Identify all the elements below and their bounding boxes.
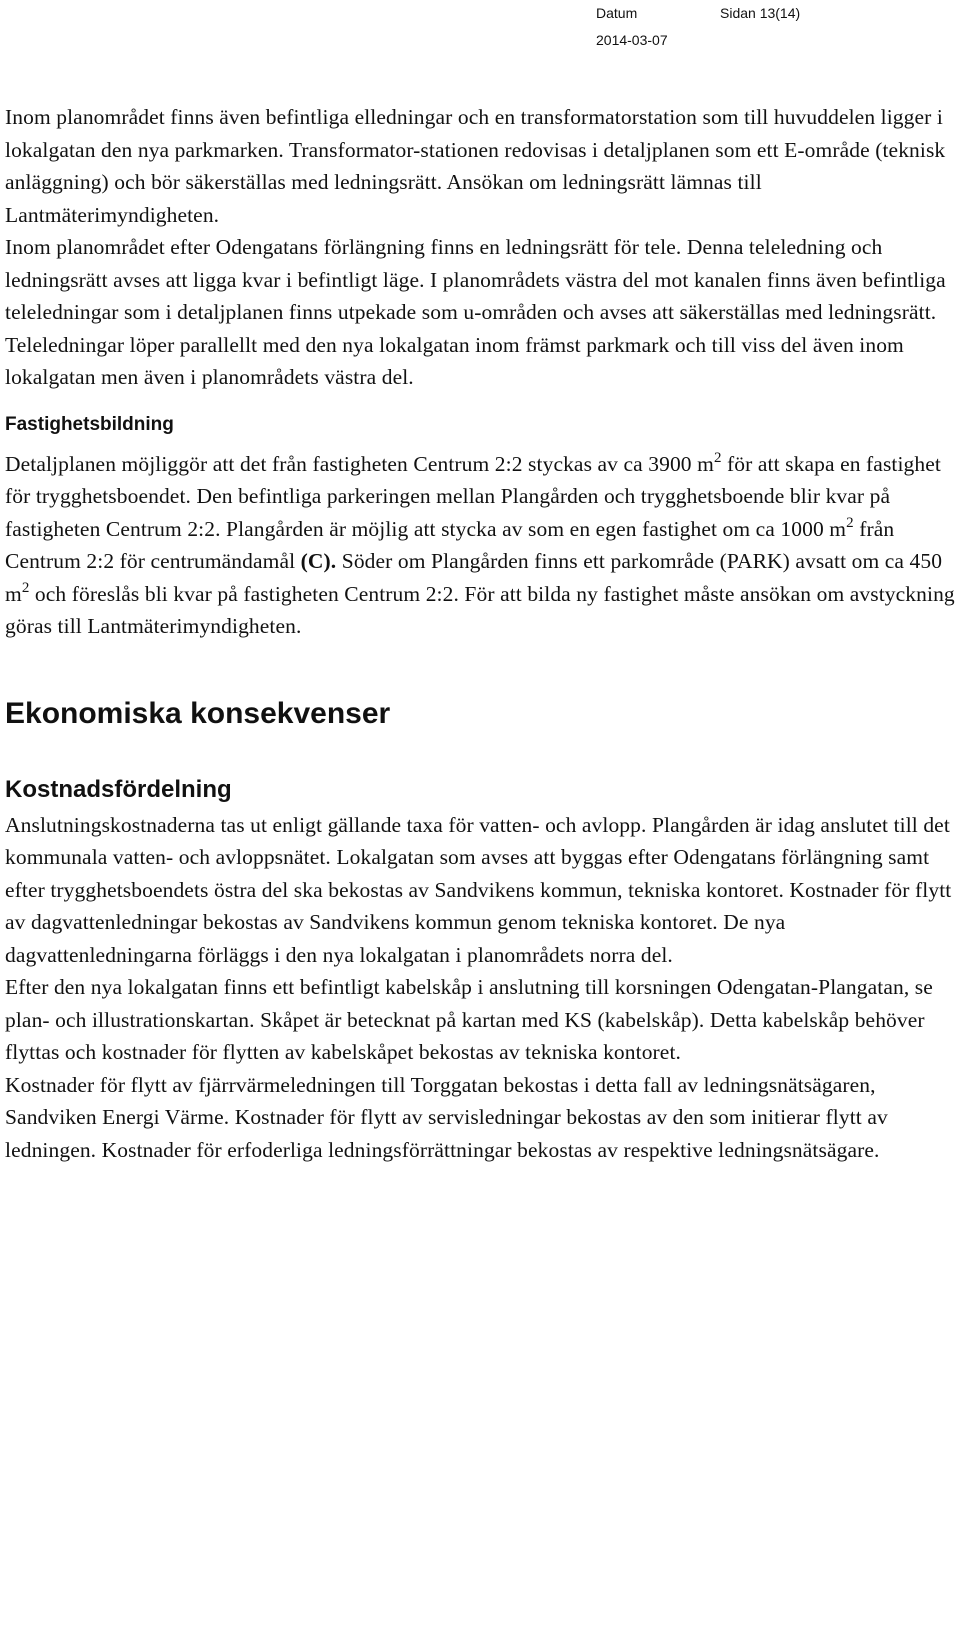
page-header (596, 0, 876, 54)
heading-fastighetsbildning: Fastighetsbildning (5, 413, 174, 435)
text-run: från Centrum 2:2 för centrumändamål (5, 516, 895, 573)
paragraph-fastighetsbildning (5, 448, 955, 643)
text-run: Söder om Plangården finns ett parkområde (PARK) avsatt om ca 450 m (5, 549, 943, 606)
heading-kostnadsfordelning: Kostnadsfördelning (5, 775, 232, 803)
paragraph-kabelskap: Efter den nya lokalgatan finns ett befintligt kabelskåp i anslutning till korsningen Odengatan-Plangatan, se plan- och illustrationskartan. Skåpet är betecknat på kartan med KS (kabelskåp). Detta kabelskåp behöver flyttas och kostnader för flytten av kabelskåpet bekostas av tekniska kontoret. (5, 975, 933, 1064)
date-value: 2014-03-07 (596, 32, 668, 48)
superscript-2: 2 (21, 579, 30, 596)
text-run: Detaljplanen möjliggör att det från fastigheten Centrum 2:2 styckas av ca 3900 m (5, 451, 714, 476)
paragraph-anslutning: Anslutningskostnaderna tas ut enligt gällande taxa för vatten- och avlopp. Plangården är idag anslutet till det kommunala vatten- och avloppsnätet. Lokalgatan som avses att byggas efter Odengatans förlängning samt efter trygghetsboendets östra del ska bekostas av Sandvikens kommun, tekniska kontoret. Kostnader för flytt av dagvattenledningar bekostas av Sandvikens kommun genom tekniska kontoret. De nya dagvattenledningarna förläggs i den nya lokalgatan i planområdets norra del. (5, 812, 952, 967)
superscript-2: 2 (713, 449, 722, 466)
date-label: Datum (596, 5, 638, 21)
paragraph-tele: Inom planområdet efter Odengatans förlängning finns en ledningsrätt för tele. Denna teleledning och ledningsrätt avses att ligga kvar i befintligt läge. I planområdets västra del mot kanalen finns även befintliga teleledningar som i detaljplanen finns utpekade som u-områden och avses att säkerställas med ledningsrätt. Teleledningar löper parallellt med den nya lokalgatan inom främst parkmark och till viss del även inom lokalgatan men även i planområdets västra del. (5, 235, 946, 389)
header-row (596, 0, 876, 27)
page-number: Sidan 13(14) (720, 5, 801, 21)
heading-ekonomiska-konsekvenser: Ekonomiska konsekvenser (5, 696, 391, 730)
paragraph-fjarrvarme: Kostnader för flytt av fjärrvärmeledningen till Torggatan bekostas i detta fall av ledningsnätsägaren, Sandviken Energi Värme. Kostnader för flytt av servisledningar bekostas av den som initierar flytt av ledningen. Kostnader för erfoderliga ledningsförrättningar bekostas av respektive ledningsnätsägare. (5, 1072, 888, 1162)
text-run: för att skapa en fastighet för trygghetsboendet. Den befintliga parkeringen mellan Plangården och trygghetsboende blir kvar på fastigheten Centrum 2:2. Plangården är möjlig att stycka av som en egen fastighet om ca 1000 m (5, 451, 941, 541)
paragraph-elledningar: Inom planområdet finns även befintliga elledningar och en transformatorstation som till huvuddelen ligger i lokalgatan den nya parkmarken. Transformator-stationen redovisas i detaljplanen som ett E-område (teknisk anläggning) och bör säkerställas med ledningsrätt. Ansökan om ledningsrätt lämnas till Lantmäterimyndigheten. (5, 105, 946, 227)
document-body (5, 101, 955, 1166)
text-run: och föreslås bli kvar på fastigheten Centrum 2:2. För att bilda ny fastighet måste ansökan om avstyckning göras till Lantmäterimyndigheten. (5, 581, 955, 638)
header-row-date (596, 27, 876, 54)
bold-c: (C). (300, 549, 337, 573)
superscript-2: 2 (846, 514, 854, 531)
